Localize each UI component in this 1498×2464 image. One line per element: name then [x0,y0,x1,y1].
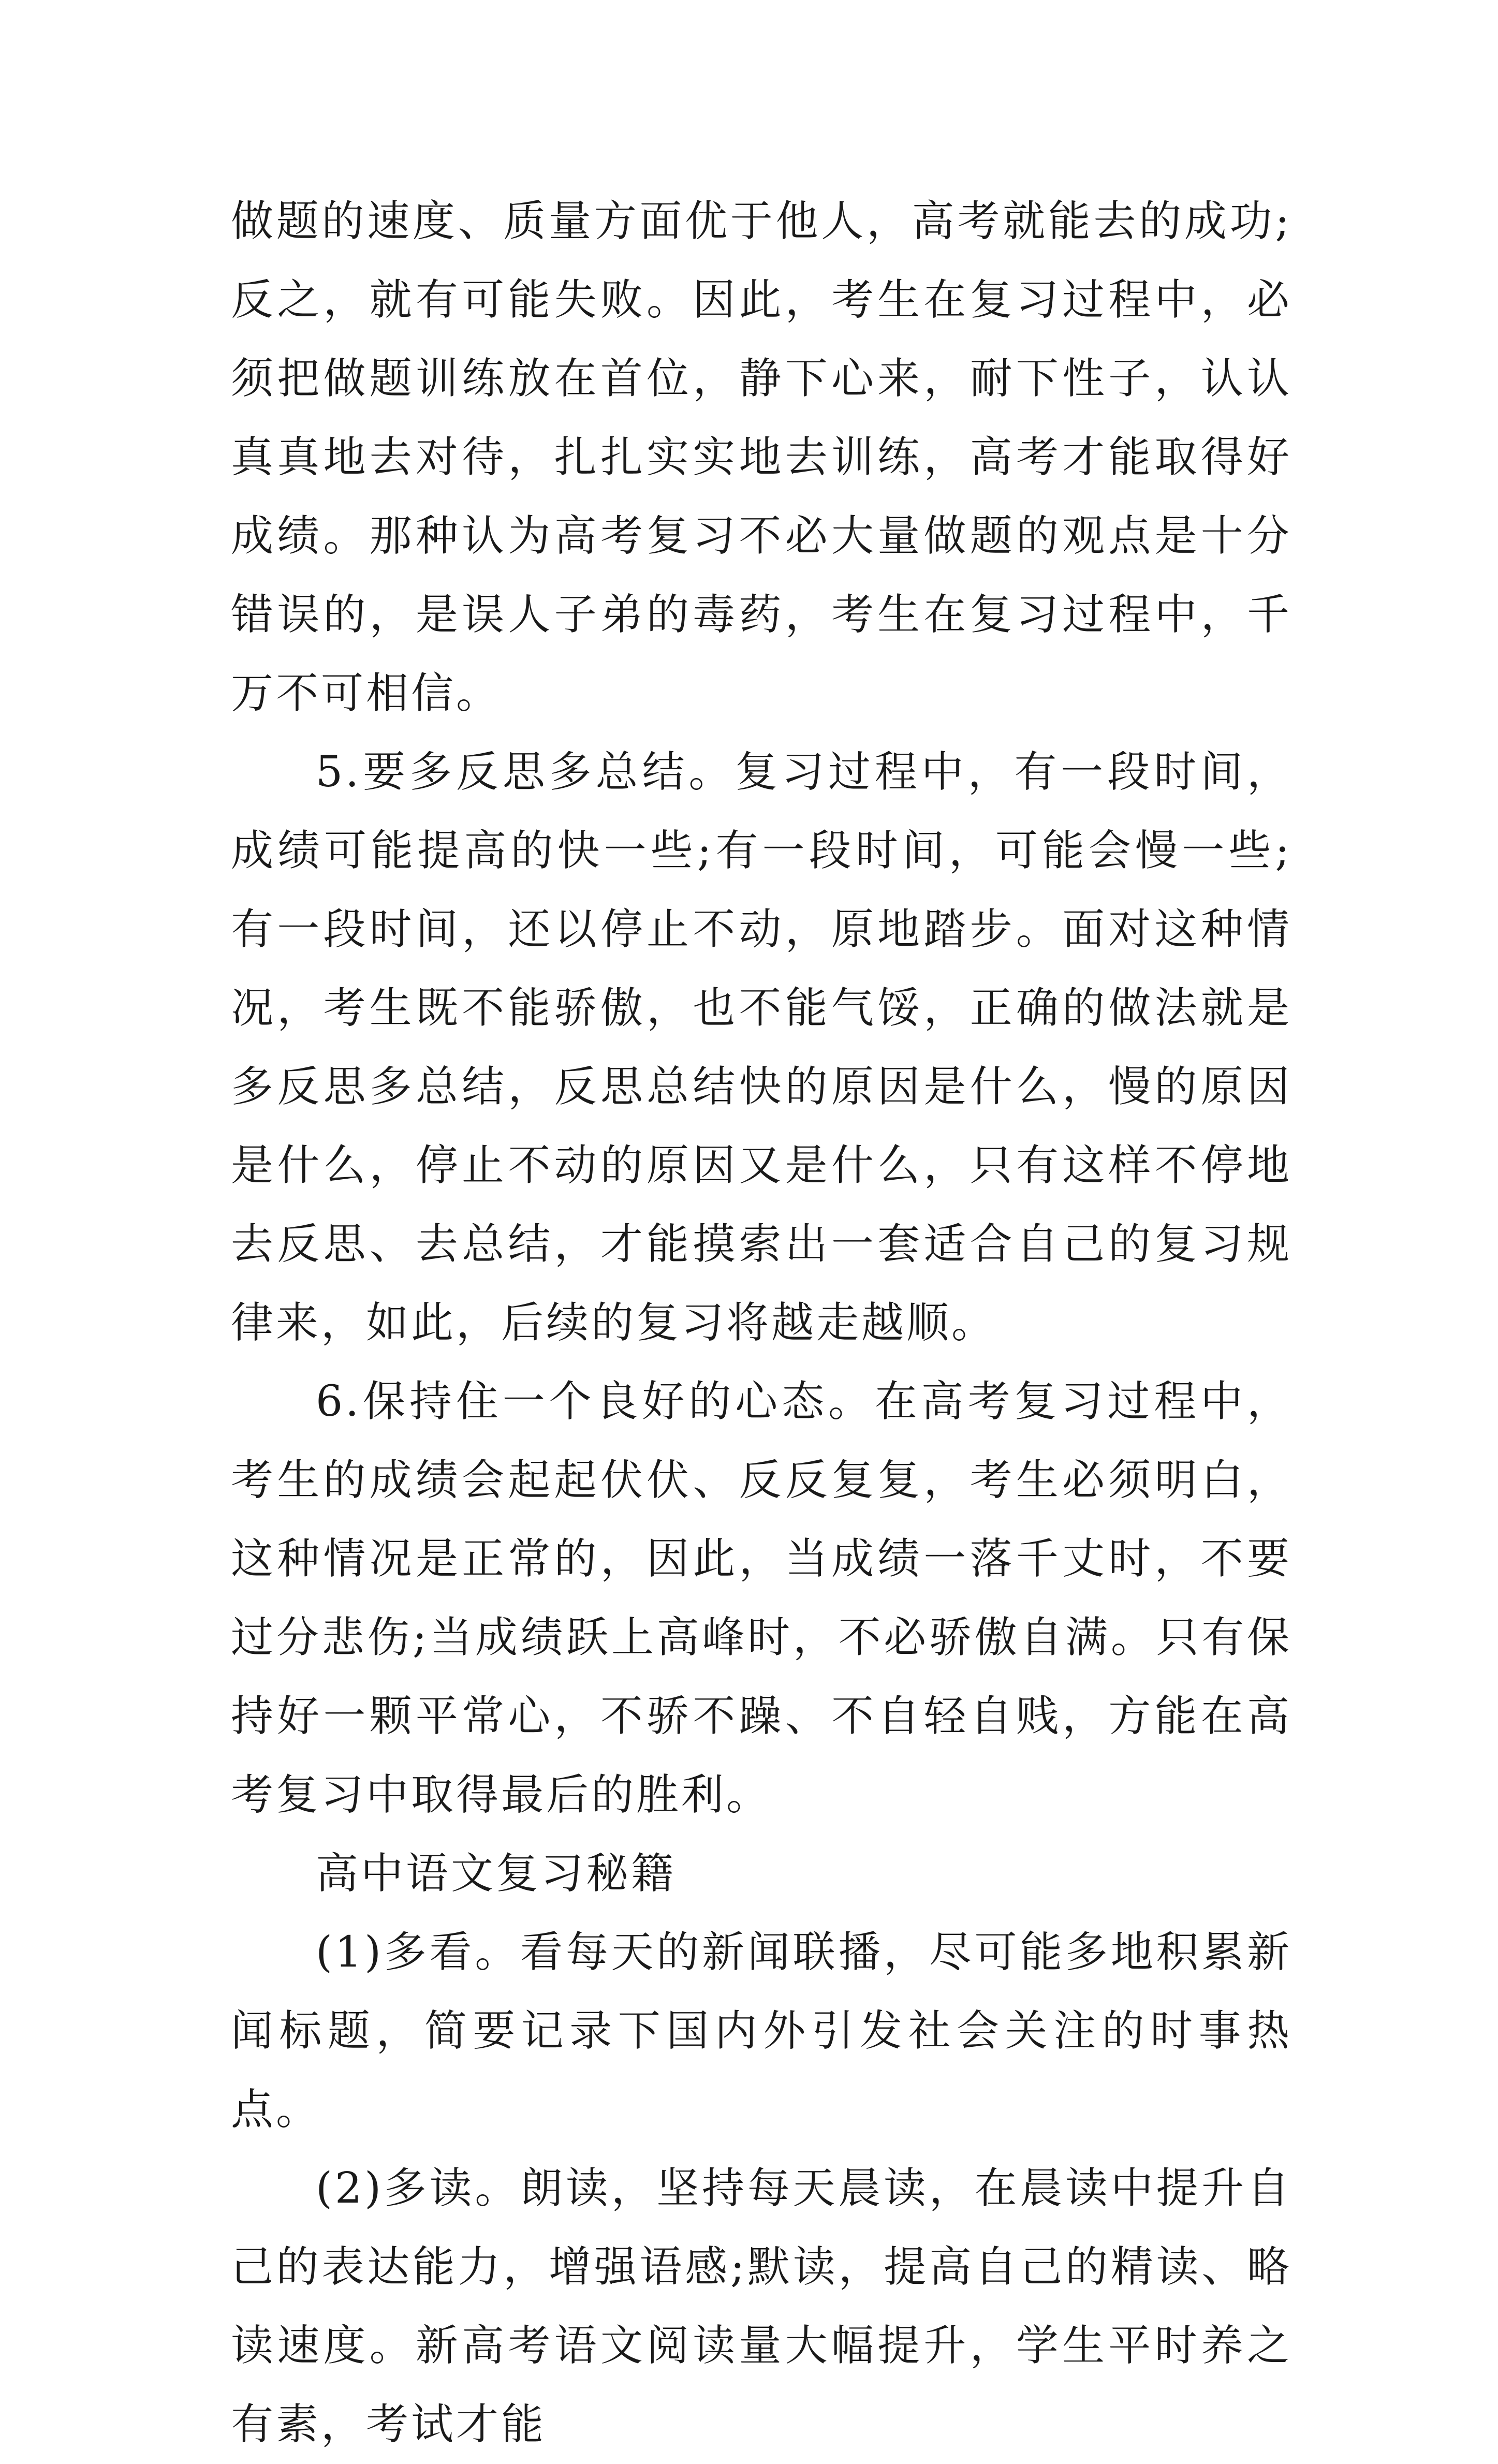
section-heading: 高中语文复习秘籍 [316,1849,677,1898]
paragraph-item-5: 5.要多反思多总结。复习过程中，有一段时间，成绩可能提高的快一些;有一段时间，可能会慢一些;有一段时间，还以停止不动，原地踏步。面对这种情况，考生既不能骄傲，也不能气馁，正确的做法就是多反思多总结，反思总结快的原因是什么，慢的原因是什么，停止不动的原因又是什么，只有这样不停地去反思、去总结，才能摸索出一套适合自己的复习规律来，如此，后续的复习将越走越顺。 [231,747,1292,1347]
paragraph-tip-2: (2)多读。朗读，坚持每天晨读，在晨读中提升自己的表达能力，增强语感;默读，提高自己的精读、略读速度。新高考语文阅读量大幅提升，学生平时养之有素，考试才能 [231,2164,1292,2449]
paragraph-item-6: 6.保持住一个良好的心态。在高考复习过程中，考生的成绩会起起伏伏、反反复复，考生必须明白，这种情况是正常的，因此，当成绩一落千丈时，不要过分悲伤;当成绩跃上高峰时，不必骄傲自满。只有保持好一颗平常心，不骄不躁、不自轻自贱，方能在高考复习中取得最后的胜利。 [231,1377,1292,1820]
paragraph-continuation: 做题的速度、质量方面优于他人，高考就能去的成功;反之，就有可能失败。因此，考生在复习过程中，必须把做题训练放在首位，静下心来，耐下性子，认认真真地去对待，扎扎实实地去训练，高考才能取得好成绩。那种认为高考复习不必大量做题的观点是十分错误的，是误人子弟的毒药，考生在复习过程中，千万不可相信。 [231,197,1292,718]
body-text [231,182,1292,2464]
paragraph-tip-1: (1)多看。看每天的新闻联播，尽可能多地积累新闻标题，简要记录下国内外引发社会关注的时事热点。 [231,1928,1292,2134]
